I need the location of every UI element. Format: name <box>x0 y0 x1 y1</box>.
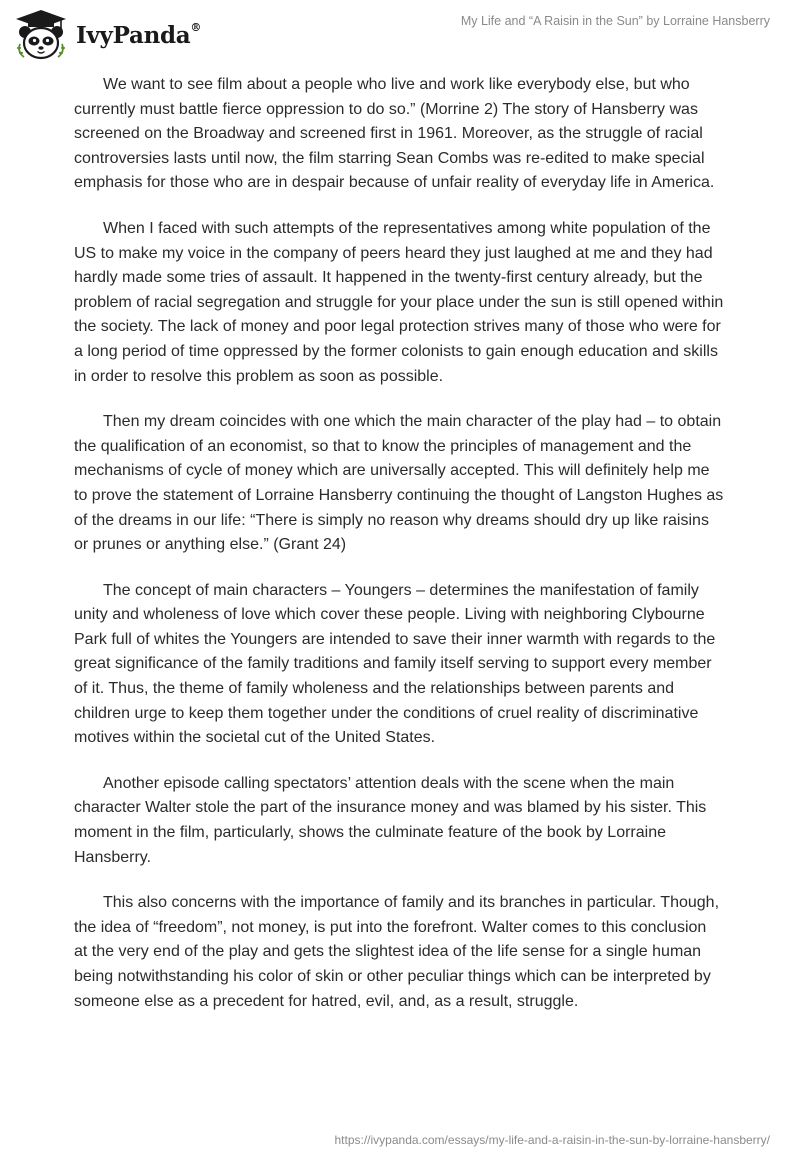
page-header <box>0 0 800 70</box>
paragraph: We want to see film about a people who live and work like everybody else, but who currently must battle fierce oppression to do so.” (Morrine 2) The story of Hansberry was screened on the Broadway and screened first in 1961. Moreover, as the struggle of racial controversies lasts until now, the film starring Sean Combs was re-edited to make special emphasis for those who are in despair because of unfair reality of everyday life in America. <box>74 76 715 192</box>
paragraph: Then my dream coincides with one which the main character of the play had – to obtain the qualification of an economist, so that to know the principles of management and the mechanisms of cycle of money which are universally accepted. This will definitely help me to prove the statement of Lorraine Hansberry continuing the thought of Langston Hughes as of the dreams in our life: “There is simply no reason why dreams should dry up like raisins or prunes or anything else.” (Grant 24) <box>74 413 724 554</box>
brand-name-text: IvyPanda <box>76 21 191 49</box>
panda-graduate-icon <box>14 8 68 60</box>
essay-body <box>74 73 724 1035</box>
paragraph: This also concerns with the importance of family and its branches in particular. Though, the idea of “freedom”, not money, is put into the forefront. Walter comes to this conclusion at the very end of the play and gets the slightest idea of the life sense for a single human being notwithstanding his color of skin or other peculiar things which can be interpreted by someone else as a precedent for hatred, evil, and, as a result, struggle. <box>74 894 720 1010</box>
brand-name <box>76 22 201 49</box>
paragraph: Another episode calling spectators’ attention deals with the scene when the main character Walter stole the part of the insurance money and was blamed by his sister. This moment in the film, particularly, shows the culminate feature of the book by Lorraine Hansberry. <box>74 774 707 866</box>
source-url-link[interactable]: https://ivypanda.com/essays/my-life-and-a-raisin-in-the-sun-by-lorraine-hansberry/ <box>334 1133 770 1147</box>
ivypanda-logo[interactable] <box>14 8 201 60</box>
registered-mark: ® <box>190 20 202 34</box>
paragraph: The concept of main characters – Youngers – determines the manifestation of family unity and wholeness of love which cover these people. Living with neighboring Clybourne Park full of whites the Youngers are intended to save their inner warmth with regards to the great significance of the family traditions and family itself serving to support every member of it. Thus, the theme of family wholeness and the relationships between parents and children urge to keep them together under the conditions of cruel reality of discriminative motives within the societal cut of the United States. <box>74 581 716 747</box>
document-title: My Life and “A Raisin in the Sun” by Lorraine Hansberry <box>460 14 770 28</box>
paragraph: When I faced with such attempts of the representatives among white population of the US to make my voice in the company of peers heard they just laughed at me and they had hardly made some tries of assault. It happened in the twenty-first century already, but the problem of racial segregation and struggle for your place under the sun is still opened within the society. The lack of money and poor legal protection strives many of those who were for a long period of time oppressed by the former colonists to gain enough education and skills in order to resolve this problem as soon as possible. <box>74 219 724 385</box>
